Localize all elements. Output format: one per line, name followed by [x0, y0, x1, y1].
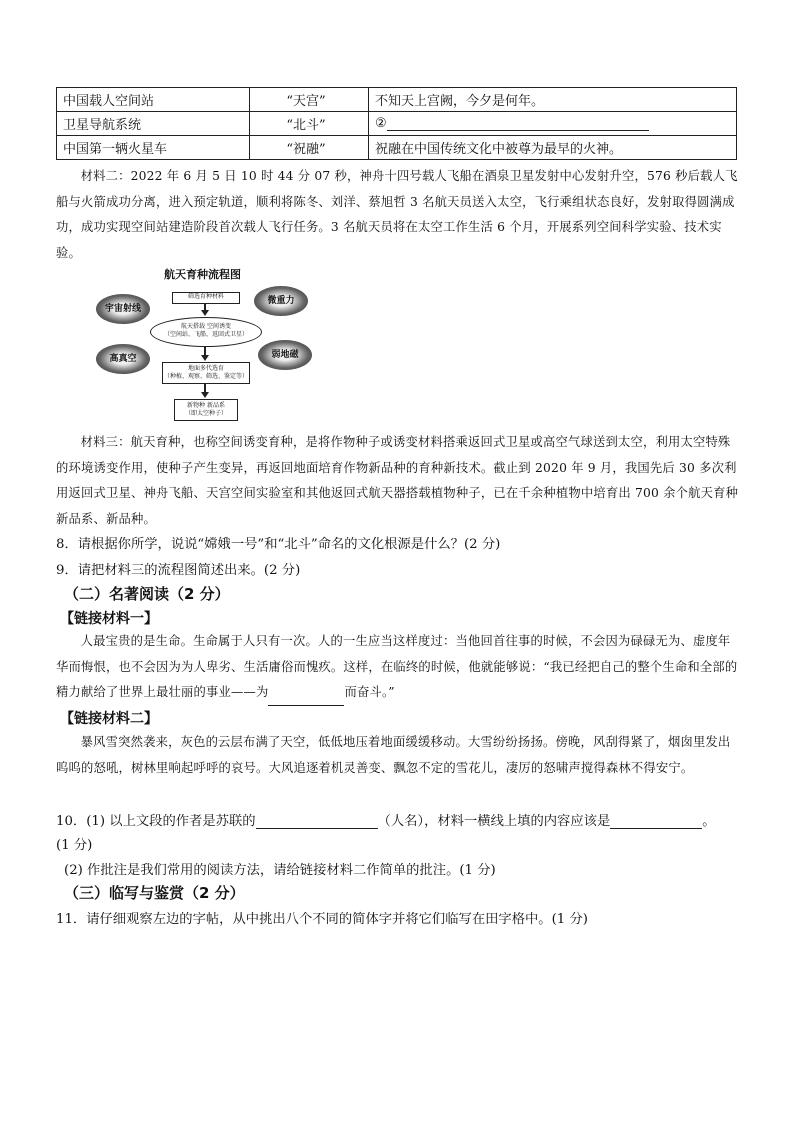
- flow-step-result-label: 新物种 新品系: [187, 402, 225, 409]
- flowchart: [92, 262, 324, 432]
- flow-step-result: [174, 399, 238, 421]
- table-cell: 卫星导航系统: [57, 112, 250, 136]
- factor-weak-magnetic: 弱地磁: [258, 340, 312, 370]
- answer-blank-author[interactable]: [256, 814, 378, 829]
- factor-high-vacuum: 高真空: [96, 344, 150, 374]
- table-cell: “祝融”: [250, 136, 369, 160]
- question-10-1: [56, 810, 716, 829]
- link-material-1-title: 【链接材料一】: [60, 611, 158, 627]
- table-cell: 祝融在中国传统文化中被尊为最早的火神。: [369, 136, 737, 160]
- answer-blank[interactable]: [268, 691, 344, 706]
- flow-step-space-label: 航天搭载 空间诱变: [181, 323, 231, 330]
- table-cell: “北斗”: [250, 112, 369, 136]
- question-8: 8．请根据你所学，说说“嫦娥一号”和“北斗”命名的文化根源是什么？(2 分): [56, 537, 501, 552]
- answer-blank-content[interactable]: [610, 814, 702, 829]
- link-material-1-end: 而奋斗。”: [344, 685, 395, 699]
- table-cell: [369, 112, 737, 136]
- link-material-2-title: 【链接材料二】: [60, 711, 158, 727]
- flow-step-ground-note: （种植、观察、筛选、鉴定等）: [163, 373, 248, 380]
- table-cell: 中国载人空间站: [57, 88, 250, 112]
- question-10-end: 。: [702, 814, 716, 829]
- link-material-1: [56, 629, 740, 706]
- question-10-score: (1 分): [56, 838, 93, 853]
- factor-microgravity: 微重力: [254, 286, 308, 316]
- table-row: [57, 88, 737, 112]
- answer-number: ②: [375, 116, 387, 131]
- question-11: 11．请仔细观察左边的字帖，从中挑出八个不同的简体字并将它们临写在田字格中。(1 分): [56, 912, 588, 927]
- flow-step-ground-label: 地面多代选育: [187, 365, 224, 372]
- factor-cosmic-ray: 宇宙射线: [96, 294, 150, 324]
- link-material-2: 暴风雪突然袭来，灰色的云层布满了天空，低低地压着地面缓缓移动。大雪纷纷扬扬。傍晚，风刮得紧了，烟囱里发出呜呜的怒吼，树林里响起呼呼的哀号。大风追逐着机灵善变、飘忽不定的雪花儿，凄厉的怒啸声搅得森林不得安宁。: [56, 735, 731, 775]
- material-two: 材料二：2022 年 6 月 5 日 10 时 44 分 07 秒，神舟十四号载人飞船在酒泉卫星发射中心发射升空，576 秒后载人飞船与火箭成功分离，进入预定轨道，顺利将陈冬、刘洋、蔡旭哲 3 名航天员送入太空，飞行乘组状态良好，发射取得圆满成功，成功实现空间站建造阶段首次载人飞行任务。3 名航天员将在太空工作生活 6 个月，开展系列空间科学实验、技术实验。: [56, 169, 738, 260]
- question-9: 9．请把材料三的流程图简述出来。(2 分): [56, 563, 301, 578]
- section-heading-copying: （三）临写与鉴赏（2 分）: [64, 884, 245, 902]
- table-cell: 中国第一辆火星车: [57, 136, 250, 160]
- flowchart-title: 航天育种流程图: [164, 268, 241, 281]
- flow-arrow-head: [201, 392, 209, 398]
- flow-step-space-note: （空间站、飞船、返回式卫星）: [163, 331, 248, 338]
- question-10-text: 10．(1) 以上文段的作者是苏联的: [56, 814, 256, 829]
- table-row: [57, 112, 737, 136]
- table-row: [57, 136, 737, 160]
- table-cell: 不知天上宫阙，今夕是何年。: [369, 88, 737, 112]
- section-heading-reading: （二）名著阅读（2 分）: [64, 585, 230, 603]
- table-cell: “天宫”: [250, 88, 369, 112]
- flow-arrow-head: [201, 355, 209, 361]
- flow-step-ground: [162, 362, 250, 384]
- flow-step-space: [150, 317, 262, 347]
- flow-arrow-head: [201, 310, 209, 316]
- flow-step-select: 筛选育种材料: [172, 292, 240, 304]
- question-10-text-2: （人名），材料一横线上填的内容应该是: [377, 814, 611, 829]
- answer-blank[interactable]: [387, 116, 649, 131]
- link-material-1-text: 人最宝贵的是生命。生命属于人只有一次。人的一生应当这样度过：当他回首往事的时候，不会因为碌碌无为、虚度年华而悔恨，也不会因为为人卑劣、生活庸俗而愧疚。这样，在临终的时候，他就能够说：“我已经把自己的整个生命和全部的精力献给了世界上最壮丽的事业——为: [56, 634, 738, 699]
- flow-step-result-note: （即太空种子）: [184, 410, 227, 417]
- naming-table: [56, 87, 737, 160]
- question-10-2: (2) 作批注是我们常用的阅读方法，请给链接材料二作简单的批注。(1 分): [64, 863, 496, 878]
- material-three: 材料三：航天育种，也称空间诱变育种，是将作物种子或诱变材料搭乘返回式卫星或高空气球送到太空，利用太空特殊的环境诱变作用，使种子产生变异，再返回地面培育作物新品种的育种新技术。截止到 2020 年 9 月，我国先后 30 多次利用返回式卫星、神舟飞船、天宫空间实验室和其他返回式航天器搭载植物种子，已在千余种植物中培育出 700 余个航天育种新品系、新品种。: [56, 435, 739, 526]
